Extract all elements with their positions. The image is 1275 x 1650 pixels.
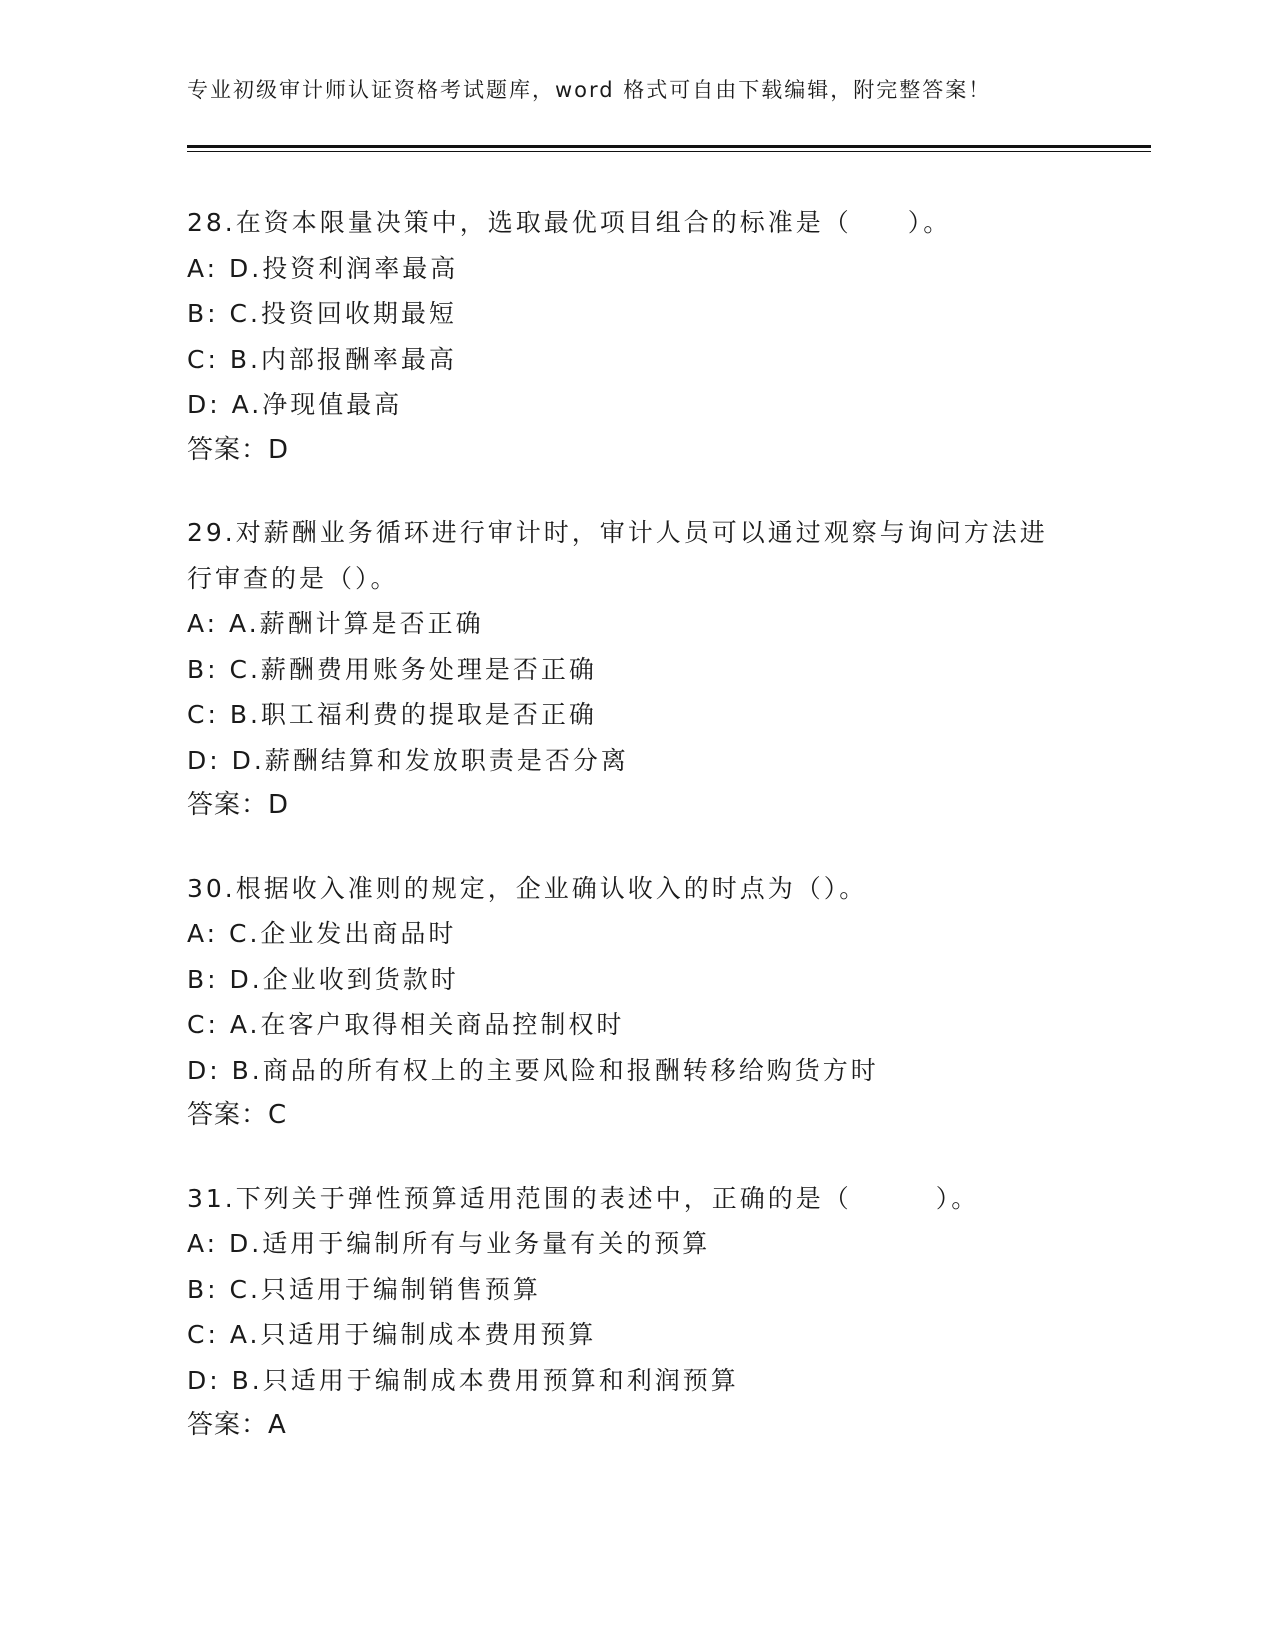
option-a: A: C.企业发出商品时 [187, 919, 457, 948]
question-29 [187, 510, 1117, 829]
option-c: C: A.在客户取得相关商品控制权时 [187, 1010, 625, 1039]
header-rule-thick [187, 145, 1151, 148]
question-list [187, 200, 1117, 1486]
question-text: 31.下列关于弹性预算适用范围的表述中，正确的是（ ）。 [187, 1183, 980, 1213]
option-b: B: C.投资回收期最短 [187, 299, 457, 328]
option-a: A: D.适用于编制所有与业务量有关的预算 [187, 1229, 711, 1258]
option-c: C: B.内部报酬率最高 [187, 344, 457, 374]
option-c: C: A.只适用于编制成本费用预算 [187, 1320, 597, 1349]
option-d: D: B.商品的所有权上的主要风险和报酬转移给购货方时 [187, 1055, 879, 1085]
answer: 答案：D [187, 790, 290, 820]
answer: 答案：C [187, 1100, 288, 1130]
question-30 [187, 866, 1117, 1139]
question-text: 28.在资本限量决策中，选取最优项目组合的标准是（ ）。 [187, 208, 952, 237]
option-b: B: C.薪酬费用账务处理是否正确 [187, 654, 597, 684]
option-b: B: D.企业收到货款时 [187, 964, 459, 994]
option-d: D: D.薪酬结算和发放职责是否分离 [187, 745, 629, 775]
option-d: D: A.净现值最高 [187, 390, 403, 419]
option-a: A: A.薪酬计算是否正确 [187, 609, 484, 638]
question-31 [187, 1176, 1117, 1449]
option-c: C: B.职工福利费的提取是否正确 [187, 700, 597, 729]
header-rule-thin [187, 151, 1151, 152]
answer: 答案：A [187, 1410, 287, 1440]
page-header: 专业初级审计师认证资格考试题库，word 格式可自由下载编辑，附完整答案！ [187, 78, 992, 102]
question-text: 29.对薪酬业务循环进行审计时，审计人员可以通过观察与询问方法进行审查的是（）。 [187, 518, 1048, 593]
answer: 答案：D [187, 434, 290, 465]
question-text: 30.根据收入准则的规定，企业确认收入的时点为（）。 [187, 873, 868, 903]
option-d: D: B.只适用于编制成本费用预算和利润预算 [187, 1365, 739, 1395]
option-a: A: D.投资利润率最高 [187, 253, 459, 283]
question-28 [187, 200, 1117, 473]
option-b: B: C.只适用于编制销售预算 [187, 1274, 541, 1304]
